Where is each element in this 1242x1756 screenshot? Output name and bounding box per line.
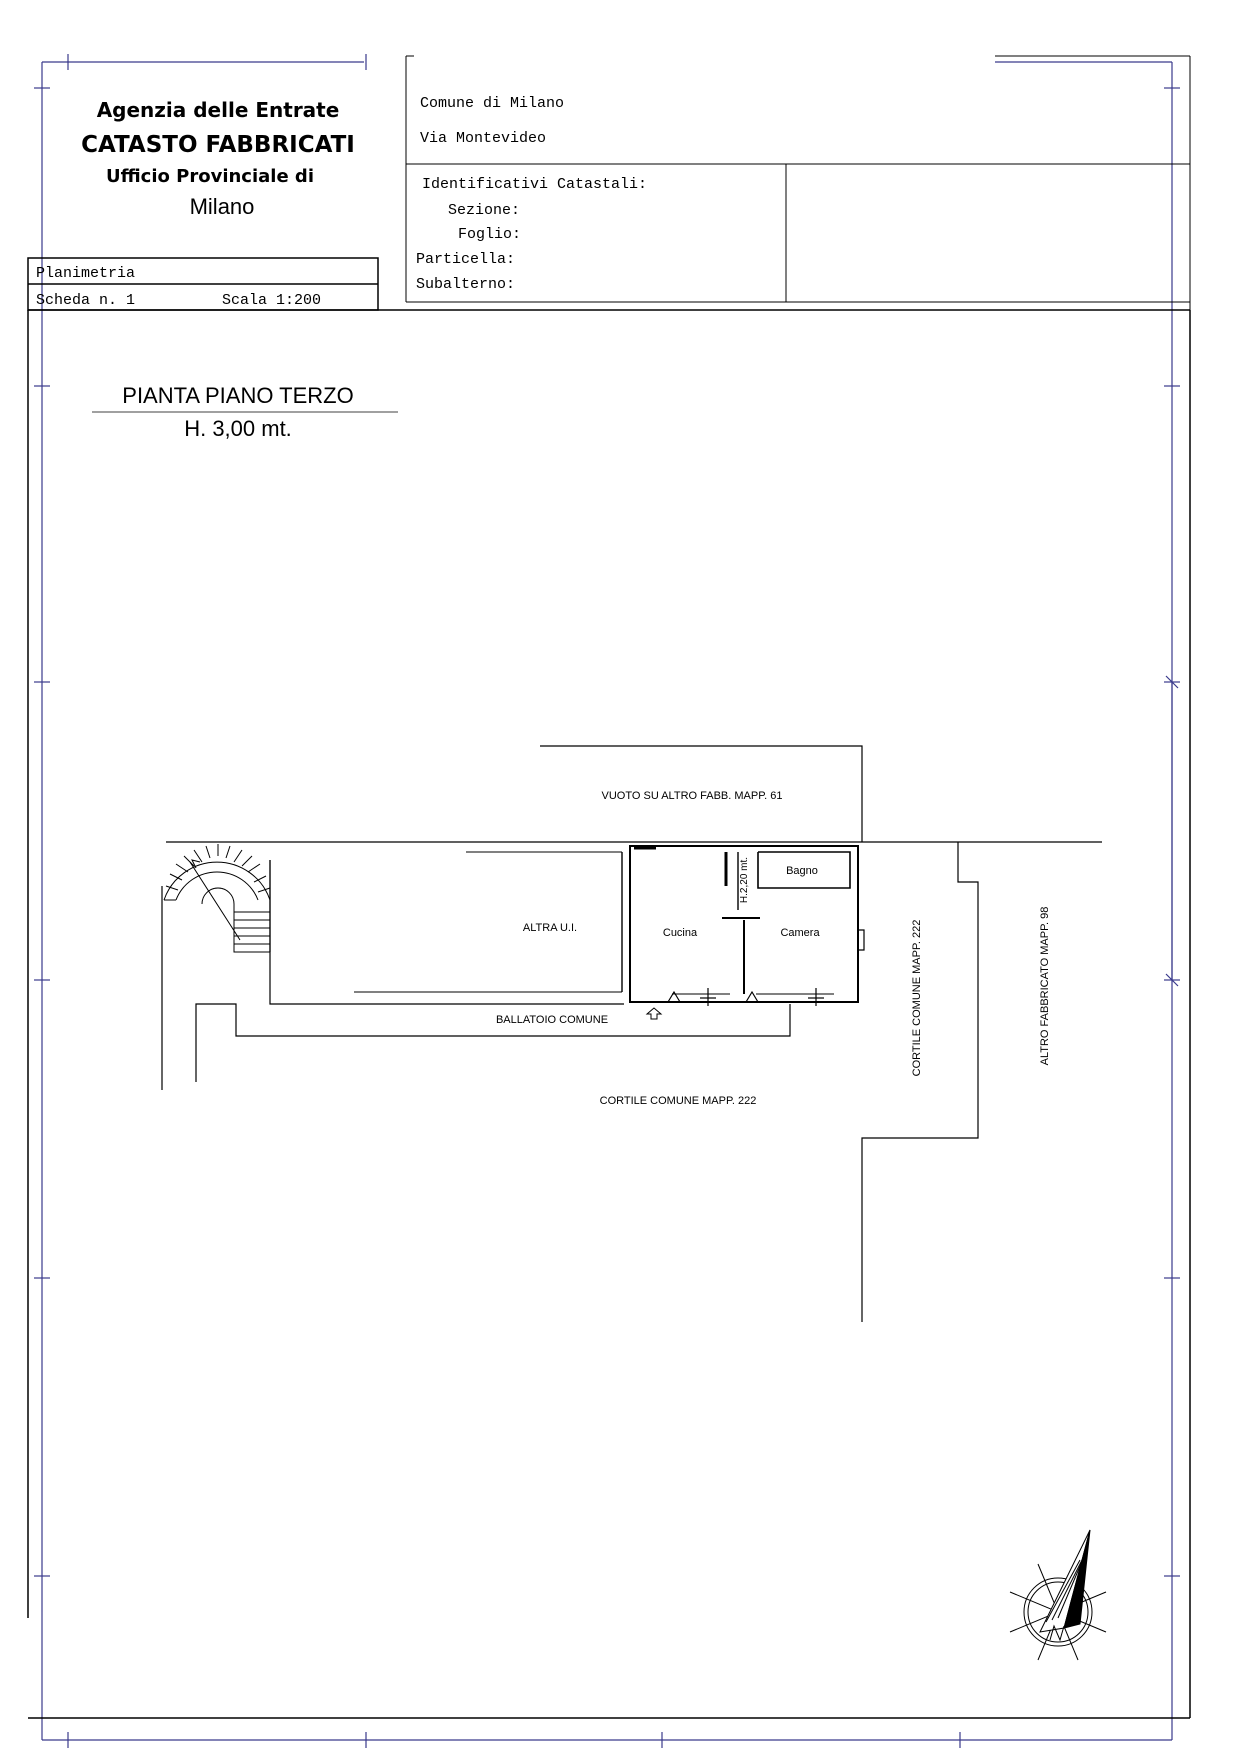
label-cortile-bottom: CORTILE COMUNE MAPP. 222 — [599, 1095, 757, 1107]
crop-frame — [34, 54, 1180, 1748]
agency-name: Agenzia delle Entrate — [96, 98, 340, 122]
north-arrow-icon — [1010, 1530, 1106, 1660]
label-ballatoio: BALLATOIO COMUNE — [495, 1014, 609, 1026]
catasto-title: CATASTO FABBRICATI — [81, 132, 355, 158]
header-agency-block — [81, 98, 355, 219]
plan-title: PIANTA PIANO TERZO — [122, 383, 354, 408]
foglio-label: Foglio: — [458, 226, 522, 243]
ufficio-city: Milano — [189, 194, 255, 219]
ufficio-label: Ufficio Provinciale di — [105, 166, 315, 187]
label-altro-fabbricato: ALTRO FABBRICATO MAPP. 98 — [1039, 906, 1051, 1066]
plan-height: H. 3,00 mt. — [184, 416, 292, 441]
scala-label: Scala 1:200 — [222, 292, 322, 309]
via-label: Via Montevideo — [420, 130, 547, 147]
label-cucina: Cucina — [662, 927, 698, 939]
subalterno-label: Subalterno: — [416, 276, 516, 293]
particella-label: Particella: — [416, 251, 516, 268]
label-vuoto: VUOTO SU ALTRO FABB. MAPP. 61 — [601, 790, 783, 802]
label-cortile-side: CORTILE COMUNE MAPP. 222 — [911, 919, 923, 1077]
planimetria-label: Planimetria — [36, 265, 136, 282]
comune-label: Comune di Milano — [420, 95, 565, 112]
label-altra-ui: ALTRA U.I. — [522, 922, 578, 934]
scheda-label: Scheda n. 1 — [36, 292, 136, 309]
sezione-label: Sezione: — [448, 202, 521, 219]
label-bagno: Bagno — [786, 865, 818, 877]
floor-plan — [162, 746, 1102, 1322]
spiral-staircase — [164, 844, 270, 952]
label-h220: H.2,20 mt. — [739, 856, 750, 904]
drawing-frame — [28, 310, 1190, 1718]
identificativi-heading: Identificativi Catastali: — [422, 176, 648, 193]
label-camera: Camera — [780, 927, 820, 939]
